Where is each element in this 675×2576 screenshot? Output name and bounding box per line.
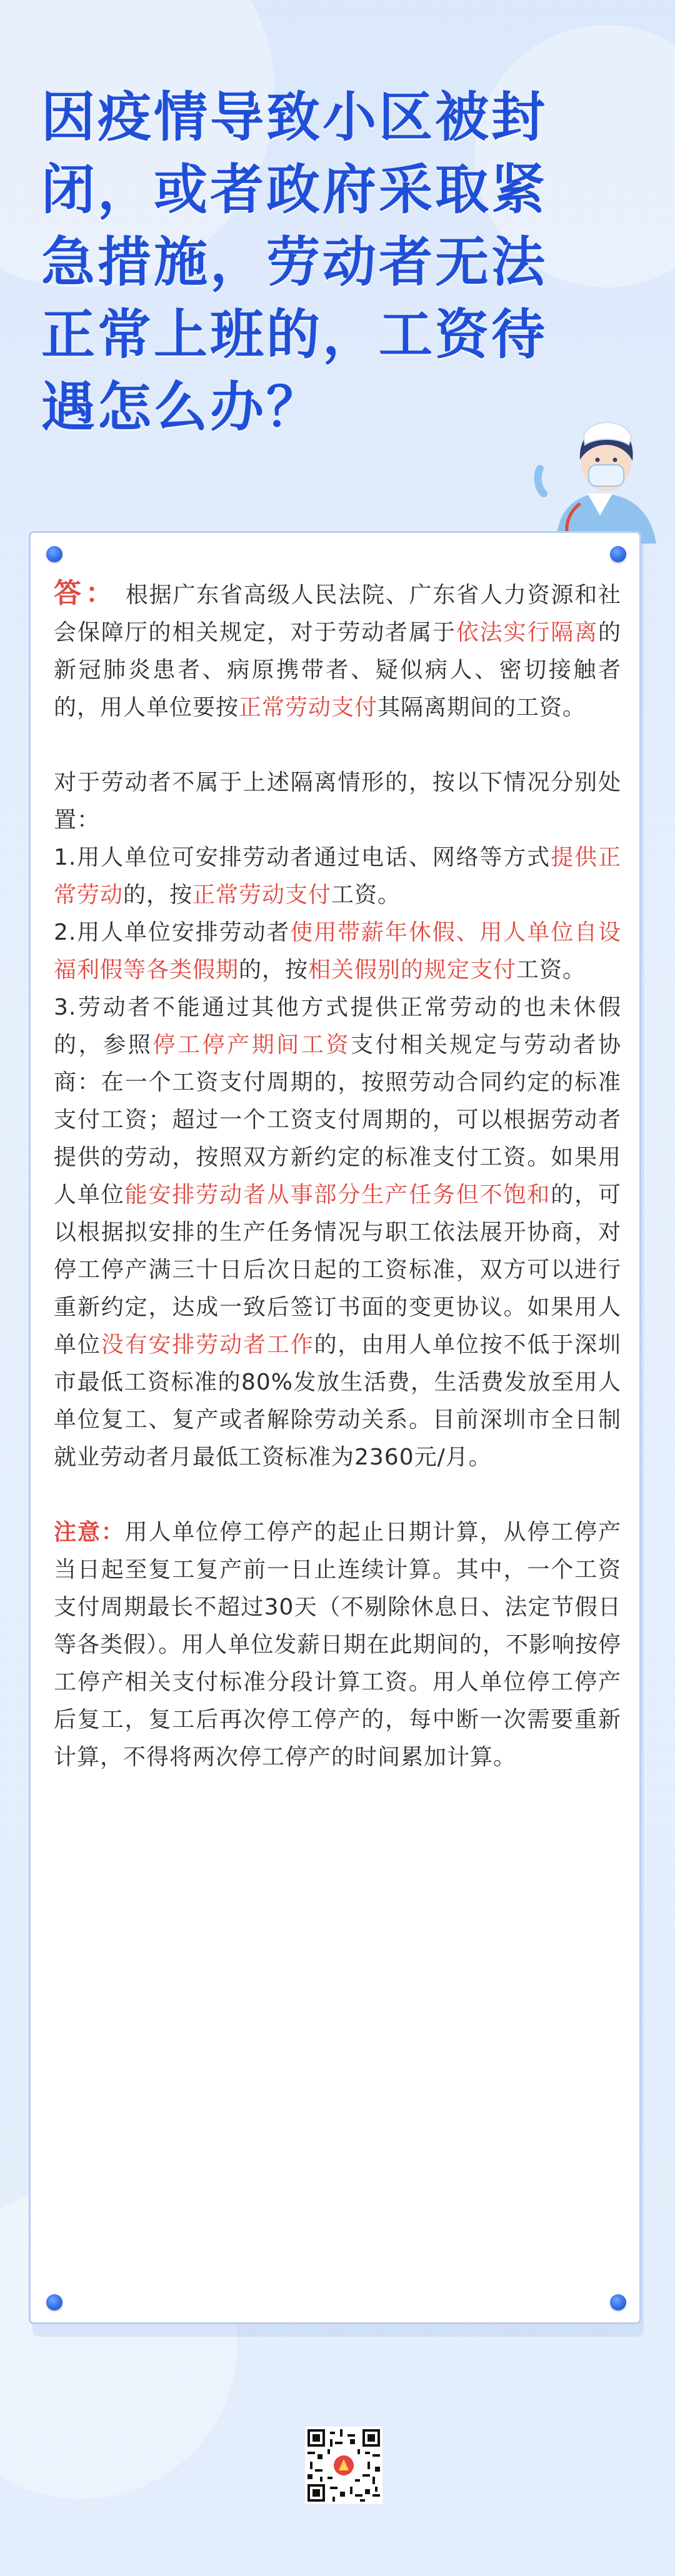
answer-paragraph: 答： 根据广东省高级人民法院、广东省人力资源和社会保障厅的相关规定，对于劳动者属于依法实行隔离的新冠肺炎患者、病原携带者、疑似病人、密切接触者的，用人单位要按正常劳动支付其隔离期间的工资。 — [54, 577, 622, 720]
nurse-illustration-icon — [519, 400, 669, 544]
highlight-text: 正常劳动支付 — [192, 882, 332, 908]
item-2: 2.用人单位安排劳动者使用带薪年休假、用人单位自设福利假等各类假期的，按相关假别的规定支付工资。 — [54, 920, 621, 983]
page-title: 因疫情导致小区被封 闭，或者政府采取紧 急措施，劳动者无法 正常上班的，工资待 遇怎么办？ — [41, 86, 548, 439]
highlight-text: 没有安排劳动者工作 — [101, 1332, 314, 1358]
answer-label: 答： — [54, 577, 118, 609]
highlight-text: 提供正常劳动 — [54, 845, 621, 908]
item-1: 1.用人单位可安排劳动者通过电话、网络等方式提供正常劳动的，按正常劳动支付工资。 — [54, 845, 621, 908]
highlight-text: 依法实行隔离 — [456, 620, 598, 645]
item-3: 3.劳动者不能通过其他方式提供正常劳动的也未休假的，参照停工停产期间工资支付相关规定与劳动者协商：在一个工资支付周期的，按照劳动合同约定的标准支付工资；超过一个工资支付周期的，可以根据劳动者提供的劳动，按照双方新约定的标准支付工资。如果用人单位能安排劳动者从事部分生产任务但不饱和的，可以根据拟安排的生产任务情况与职工依法展开协商，对停工停产满三十日后次日起的工资标准，双方可以进行重新约定，达成一致后签订书面的变更协议。如果用人单位没有安排劳动者工作的，由用人单位按不低于深圳市最低工资标准的80%发放生活费，生活费发放至用人单位复工、复产或者解除劳动关系。目前深圳市全日制就业劳动者月最低工资标准为2360元/月。 — [54, 995, 621, 1470]
article-body — [54, 575, 621, 1776]
spacer — [54, 727, 621, 764]
note-paragraph: 注意：用人单位停工停产的起止日期计算，从停工停产当日起至复工复产前一日止连续计算。其中，一个工资支付周期最长不超过30天（不剔除休息日、法定节假日等各类假）。用人单位发薪日期在此期间的，不影响按停工停产相关支付标准分段计算工资。用人单位停工停产后复工，复工后再次停工停产的，每中断一次需要重新计算，不得将两次停工停产的时间累加计算。 — [54, 1519, 621, 1770]
highlight-text: 使用带薪年休假、用人单位自设福利假等各类假期 — [54, 920, 621, 983]
spacer — [54, 1476, 621, 1514]
highlight-text: 停工停产期间工资 — [152, 1032, 351, 1058]
corner-dot-icon — [46, 546, 62, 562]
note-label: 注意： — [54, 1519, 125, 1545]
corner-dot-icon — [610, 2294, 626, 2310]
highlight-text: 正常劳动支付 — [239, 695, 378, 720]
intro-paragraph: 对于劳动者不属于上述隔离情形的，按以下情况分别处置： — [54, 770, 621, 833]
corner-dot-icon — [46, 2294, 62, 2310]
qr-code-icon — [305, 2427, 382, 2504]
highlight-text: 能安排劳动者从事部分生产任务但不饱和 — [124, 1182, 551, 1208]
highlight-text: 相关假别的规定支付 — [308, 957, 517, 983]
corner-dot-icon — [610, 546, 626, 562]
